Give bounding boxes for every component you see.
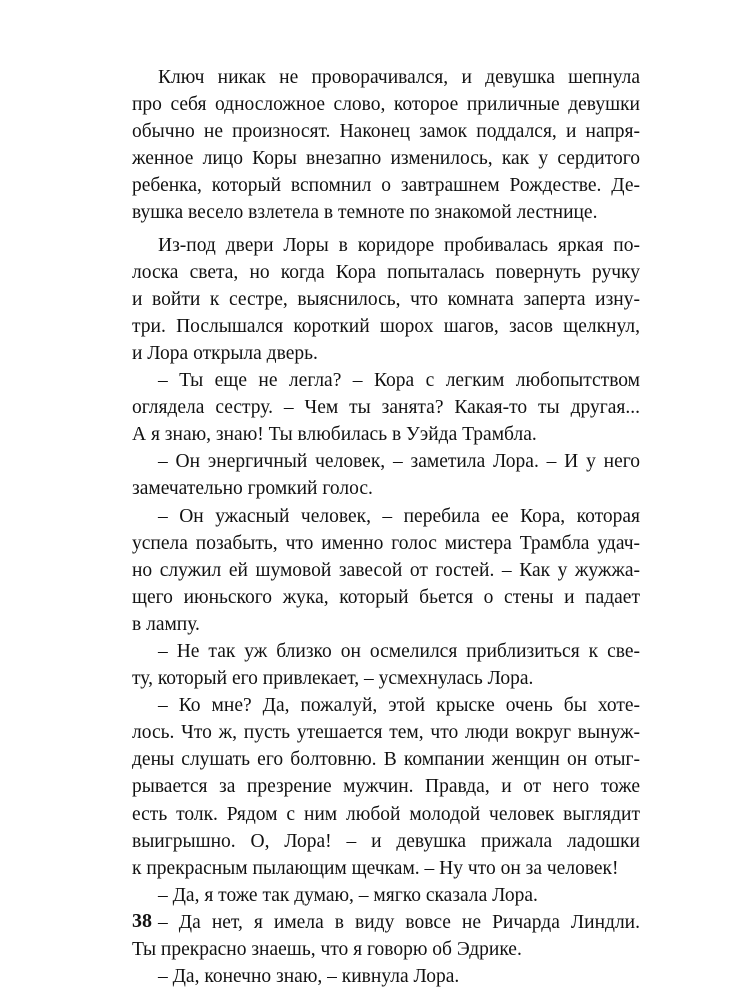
text-line: Ты прекрасно знаешь, что я говорю об Эдрике. (132, 939, 522, 960)
text-line: и Лора открыла дверь. (132, 342, 318, 364)
text-line: ту, который его привлекает, – усмехнулась Лора. (132, 668, 534, 690)
text-line: к прекрасным пылающим щечкам. – Ну что он за человек! (132, 857, 619, 879)
text-line: – Да нет, я имела в виду вовсе не Ричарда Линдли. (158, 911, 640, 933)
text-line: Ключ никак не проворачивался, и девушка шепнула (158, 67, 640, 88)
text-line: вушка весело взлетела в темноте по знакомой лестнице. (132, 202, 598, 224)
text-line: – Да, я тоже так думаю, – мягко сказала Лора. (158, 884, 538, 906)
page-number: 38 (132, 910, 152, 932)
text-line: А я знаю, знаю! Ты влюбилась в Уэйда Трамбла. (132, 424, 537, 446)
text-line: дены слушать его болтовню. В компании женщин он отыг- (132, 749, 640, 771)
text-line: в лампу. (132, 613, 200, 635)
text-line: рывается за презрение мужчин. Правда, и от него тоже (132, 776, 640, 798)
text-line: выигрышно. О, Лора! – и девушка прижала ладошки (132, 830, 640, 852)
text-line: – Он энергичный человек, – заметила Лора. – И у него (158, 451, 640, 473)
text-line: женное лицо Коры внезапно изменилось, как у сердитого (132, 148, 640, 170)
text-line: – Не так уж близко он осмелился приблизиться к све- (158, 640, 640, 662)
text-line: есть толк. Рядом с ним любой молодой человек выглядит (132, 803, 640, 825)
text-line: оглядела сестру. – Чем ты занята? Какая-то ты другая... (132, 397, 640, 419)
text-line: замечательно громкий голос. (132, 478, 373, 500)
text-line: Из-под двери Лоры в коридоре пробивалась яркая по- (158, 234, 640, 256)
text-line: лось. Что ж, пусть утешается тем, что люди вокруг вынуж- (132, 722, 640, 744)
text-line: – Он ужасный человек, – перебила ее Кора, которая (158, 505, 640, 527)
text-line: но служил ей шумовой завесой от гостей. – Как у жужжа- (132, 559, 640, 581)
text-line: – Ко мне? Да, пожалуй, этой крыске очень бы хоте- (158, 695, 640, 717)
page-body (132, 64, 640, 990)
text-line: ребенка, который вспомнил о завтрашнем Рождестве. Де- (132, 175, 640, 197)
text-line: и войти к сестре, выяснилось, что комната заперта изну- (132, 288, 640, 310)
text-line: – Ты еще не легла? – Кора с легким любопытством (158, 370, 640, 392)
text-line: – Да, конечно знаю, – кивнула Лора. (158, 966, 460, 988)
text-line: три. Послышался короткий шорох шагов, засов щелкнул, (132, 315, 640, 337)
text-line: щего июньского жука, который бьется о стены и падает (132, 586, 640, 608)
text-line: лоска света, но когда Кора попыталась повернуть ручку (132, 261, 640, 283)
text-line: успела позабыть, что именно голос мистера Трамбла удач- (132, 532, 640, 554)
text-line: обычно не произносят. Наконец замок поддался, и напря- (132, 121, 640, 143)
text-line: про себя односложное слово, которое приличные девушки (132, 94, 640, 116)
